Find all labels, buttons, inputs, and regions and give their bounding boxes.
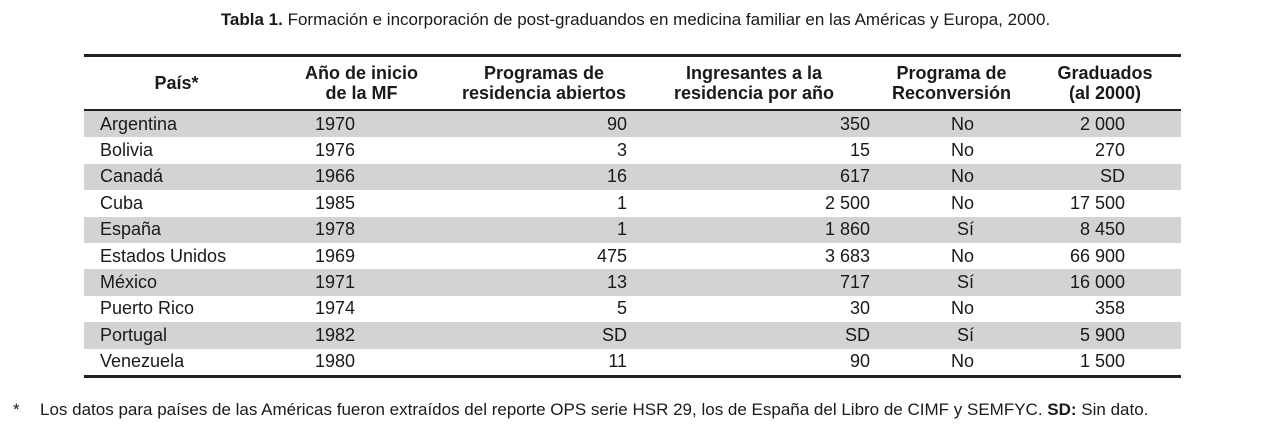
table-row	[84, 322, 1181, 348]
cell-programas: 16	[606, 166, 627, 187]
cell-pais: México	[100, 272, 158, 293]
table-row	[84, 243, 1181, 269]
header-pais: País*	[154, 73, 199, 93]
table-row	[84, 137, 1181, 163]
table-row	[84, 111, 1181, 137]
header-ingresantes: Ingresantes a la residencia por año	[673, 63, 835, 103]
footnote	[13, 399, 1148, 421]
cell-graduados: 1 500	[1079, 351, 1125, 372]
cell-ingresantes: 3 683	[824, 245, 870, 266]
cell-pais: Cuba	[100, 192, 144, 213]
cell-ingresantes: SD	[844, 324, 870, 345]
cell-reconversion: No	[950, 113, 974, 134]
cell-graduados: 17 500	[1069, 192, 1125, 213]
data-table	[84, 54, 1181, 378]
cell-pais: Estados Unidos	[100, 245, 227, 266]
cell-reconversion: No	[950, 140, 974, 161]
cell-reconversion: Sí	[956, 219, 974, 240]
cell-graduados: 16 000	[1069, 272, 1125, 293]
cell-graduados: SD	[1099, 166, 1125, 187]
table-row	[84, 269, 1181, 295]
cell-programas: 3	[616, 140, 627, 161]
cell-graduados: 66 900	[1069, 245, 1125, 266]
cell-ingresantes: 617	[839, 166, 870, 187]
cell-reconversion: No	[950, 298, 974, 319]
cell-ano-inicio: 1966	[314, 166, 355, 187]
cell-programas: 1	[616, 192, 627, 213]
cell-reconversion: No	[950, 351, 974, 372]
cell-pais: Bolivia	[100, 140, 154, 161]
cell-ingresantes: 350	[839, 113, 870, 134]
table-row	[84, 296, 1181, 322]
table-bottom-rule	[84, 375, 1181, 378]
cell-graduados: 8 450	[1079, 219, 1125, 240]
cell-programas: 13	[606, 272, 627, 293]
cell-pais: Canadá	[100, 166, 164, 187]
cell-ano-inicio: 1985	[314, 192, 355, 213]
footnote-text: Los datos para países de las Américas fueron extraídos del reporte OPS serie HSR 29, los de España del Libro de CIMF y SEMFYC.	[40, 400, 1043, 419]
cell-ingresantes: 717	[839, 272, 870, 293]
cell-ano-inicio: 1971	[314, 272, 355, 293]
cell-reconversion: No	[950, 245, 974, 266]
cell-pais: Puerto Rico	[100, 298, 195, 319]
cell-pais: Argentina	[100, 113, 178, 134]
cell-pais: Portugal	[100, 324, 168, 345]
table-row	[84, 349, 1181, 375]
cell-programas: 11	[608, 351, 627, 372]
caption-text: Formación e incorporación de post-graduandos en medicina familiar en las Américas y Europa, 2000.	[287, 10, 1051, 29]
cell-ano-inicio: 1969	[314, 245, 355, 266]
cell-graduados: 2 000	[1079, 113, 1125, 134]
cell-ingresantes: 90	[849, 351, 870, 372]
cell-programas: 90	[606, 113, 627, 134]
cell-programas: SD	[601, 324, 627, 345]
cell-ingresantes: 2 500	[824, 192, 870, 213]
cell-pais: España	[100, 219, 162, 240]
cell-reconversion: No	[950, 192, 974, 213]
table-row	[84, 190, 1181, 216]
cell-ano-inicio: 1970	[314, 113, 355, 134]
cell-ingresantes: 1 860	[824, 219, 870, 240]
cell-programas: 1	[616, 219, 627, 240]
cell-ano-inicio: 1982	[314, 324, 355, 345]
cell-ingresantes: 30	[849, 298, 870, 319]
cell-ingresantes: 15	[849, 140, 870, 161]
caption-label: Tabla 1.	[220, 10, 283, 29]
cell-ano-inicio: 1980	[314, 351, 355, 372]
cell-reconversion: Sí	[956, 272, 974, 293]
header-reconversion: Programa de Reconversión	[891, 63, 1012, 103]
footnote-abbr-text: Sin dato.	[1081, 400, 1149, 419]
footnote-abbr: SD:	[1047, 400, 1077, 419]
header-ano-inicio: Año de inicio de la MF	[304, 63, 418, 103]
cell-graduados: 5 900	[1079, 324, 1125, 345]
footnote-mark: *	[13, 400, 20, 419]
table-caption	[0, 9, 1271, 31]
cell-graduados: 358	[1094, 298, 1125, 319]
cell-pais: Venezuela	[100, 351, 185, 372]
table-row	[84, 164, 1181, 190]
cell-graduados: 270	[1094, 140, 1125, 161]
cell-ano-inicio: 1974	[314, 298, 355, 319]
cell-reconversion: No	[950, 166, 974, 187]
cell-ano-inicio: 1978	[314, 219, 355, 240]
table-header	[84, 57, 1181, 109]
table-row	[84, 217, 1181, 243]
header-programas: Programas de residencia abiertos	[461, 63, 627, 103]
header-graduados: Graduados (al 2000)	[1057, 63, 1153, 103]
cell-ano-inicio: 1976	[314, 140, 355, 161]
cell-programas: 475	[596, 245, 627, 266]
cell-programas: 5	[616, 298, 627, 319]
cell-reconversion: Sí	[956, 324, 974, 345]
table-body	[84, 111, 1181, 375]
